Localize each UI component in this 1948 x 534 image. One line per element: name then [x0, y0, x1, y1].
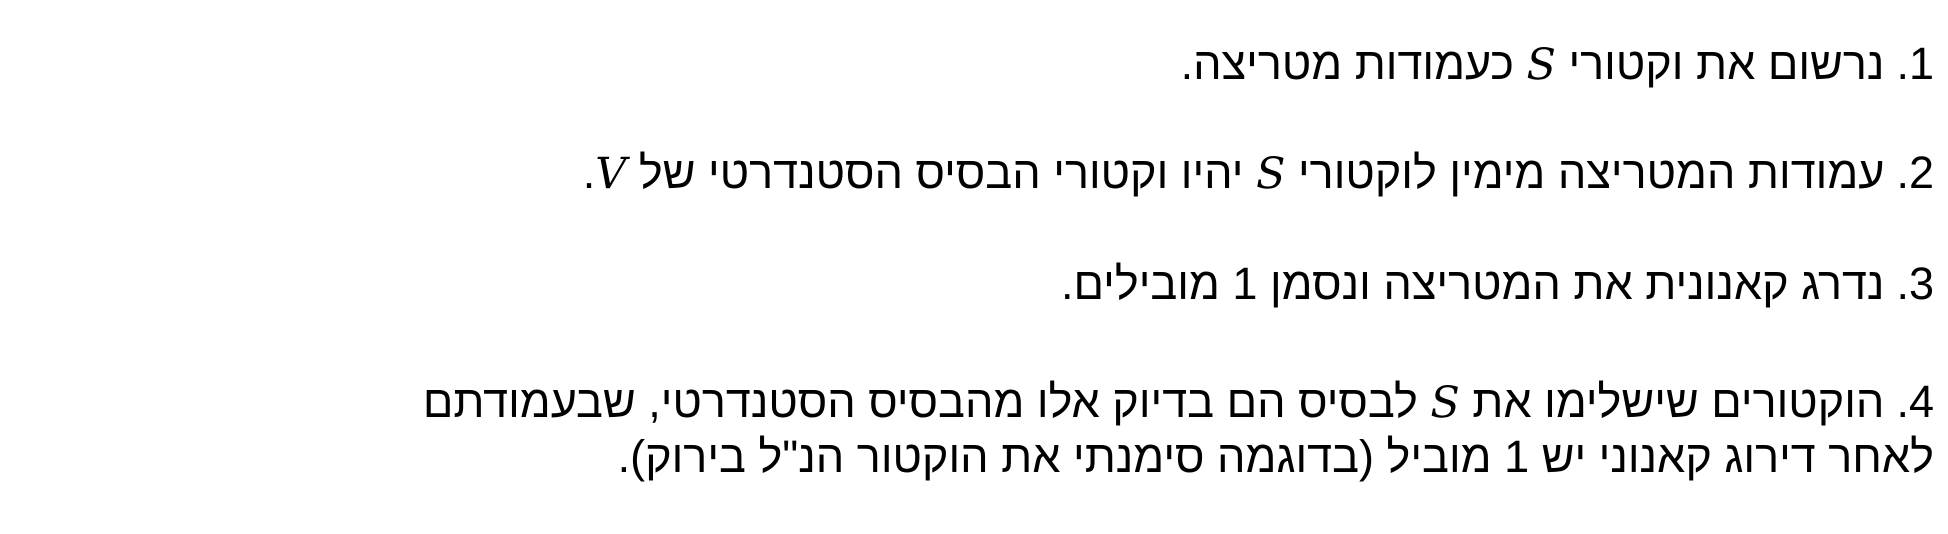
step-3-text-a: נדרג קאנונית את המטריצה ונסמן 1 מובילים. [1061, 258, 1885, 309]
step-3-number: 3. [1896, 258, 1934, 309]
step-1-text-a: נרשום את וקטורי [1568, 38, 1885, 89]
step-2-math-s: S [1255, 149, 1286, 199]
step-4-math-s: S [1430, 378, 1460, 428]
step-4 [423, 375, 1934, 484]
step-1-number: 1. [1896, 38, 1934, 89]
step-2-number: 2. [1896, 147, 1934, 198]
step-2-text-b: יהיו וקטורי הבסיס הסטנדרטי של [638, 147, 1244, 198]
step-4-number: 4. [1896, 376, 1934, 427]
step-2 [583, 146, 1934, 201]
step-4-text-b: לבסיס הם בדיוק אלו מהבסיס הסטנדרטי, שבעמודתם [422, 376, 1418, 427]
step-3 [1061, 257, 1934, 311]
step-1 [1181, 37, 1934, 92]
step-2-math-v: V [595, 149, 627, 199]
step-2-text-a: עמודות המטריצה מימין לוקטורי [1297, 147, 1885, 198]
step-4-text-a: הוקטורים שישלימו את [1472, 376, 1885, 427]
step-1-text-b: כעמודות מטריצה. [1180, 38, 1514, 89]
step-4-line-2: לאחר דירוג קאנוני יש 1 מוביל (בדוגמה סימנתי את הוקטור הנ"ל בירוק). [617, 431, 1934, 482]
step-2-text-c: . [582, 147, 596, 198]
step-1-math-s: S [1526, 40, 1556, 90]
